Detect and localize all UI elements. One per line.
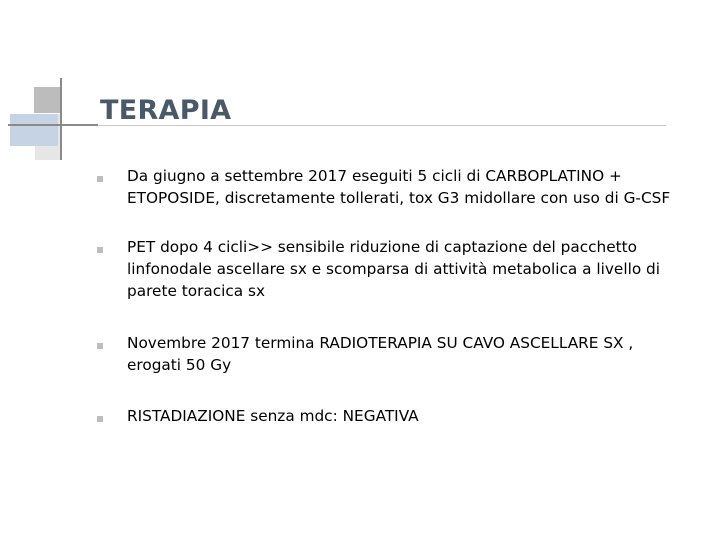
bullet-text: PET dopo 4 cicli>> sensibile riduzione di captazione del pacchetto linfonodale ascellare sx e scomparsa di attività metabolica a livello di parete toracica sx xyxy=(127,238,661,300)
bullet-text: Novembre 2017 termina RADIOTERAPIA SU CAVO ASCELLARE SX , erogati 50 Gy xyxy=(127,334,634,374)
bullet-text: Da giugno a settembre 2017 eseguiti 5 cicli di CARBOPLATINO + ETOPOSIDE, discretamente tollerati, tox G3 midollare con uso di G-CSF xyxy=(127,167,671,207)
decorative-horizontal-line xyxy=(8,124,98,126)
bullet-square-icon xyxy=(97,176,103,182)
slide-title: TERAPIA xyxy=(100,95,232,126)
bullet-square-icon xyxy=(97,343,103,349)
bullet-text: RISTADIAZIONE senza mdc: NEGATIVA xyxy=(127,407,419,425)
decorative-square-blue xyxy=(10,114,58,146)
decorative-square-grey xyxy=(34,87,60,113)
bullet-square-icon xyxy=(97,416,103,422)
bullet-square-icon xyxy=(97,247,103,253)
decorative-vertical-line xyxy=(60,78,62,160)
